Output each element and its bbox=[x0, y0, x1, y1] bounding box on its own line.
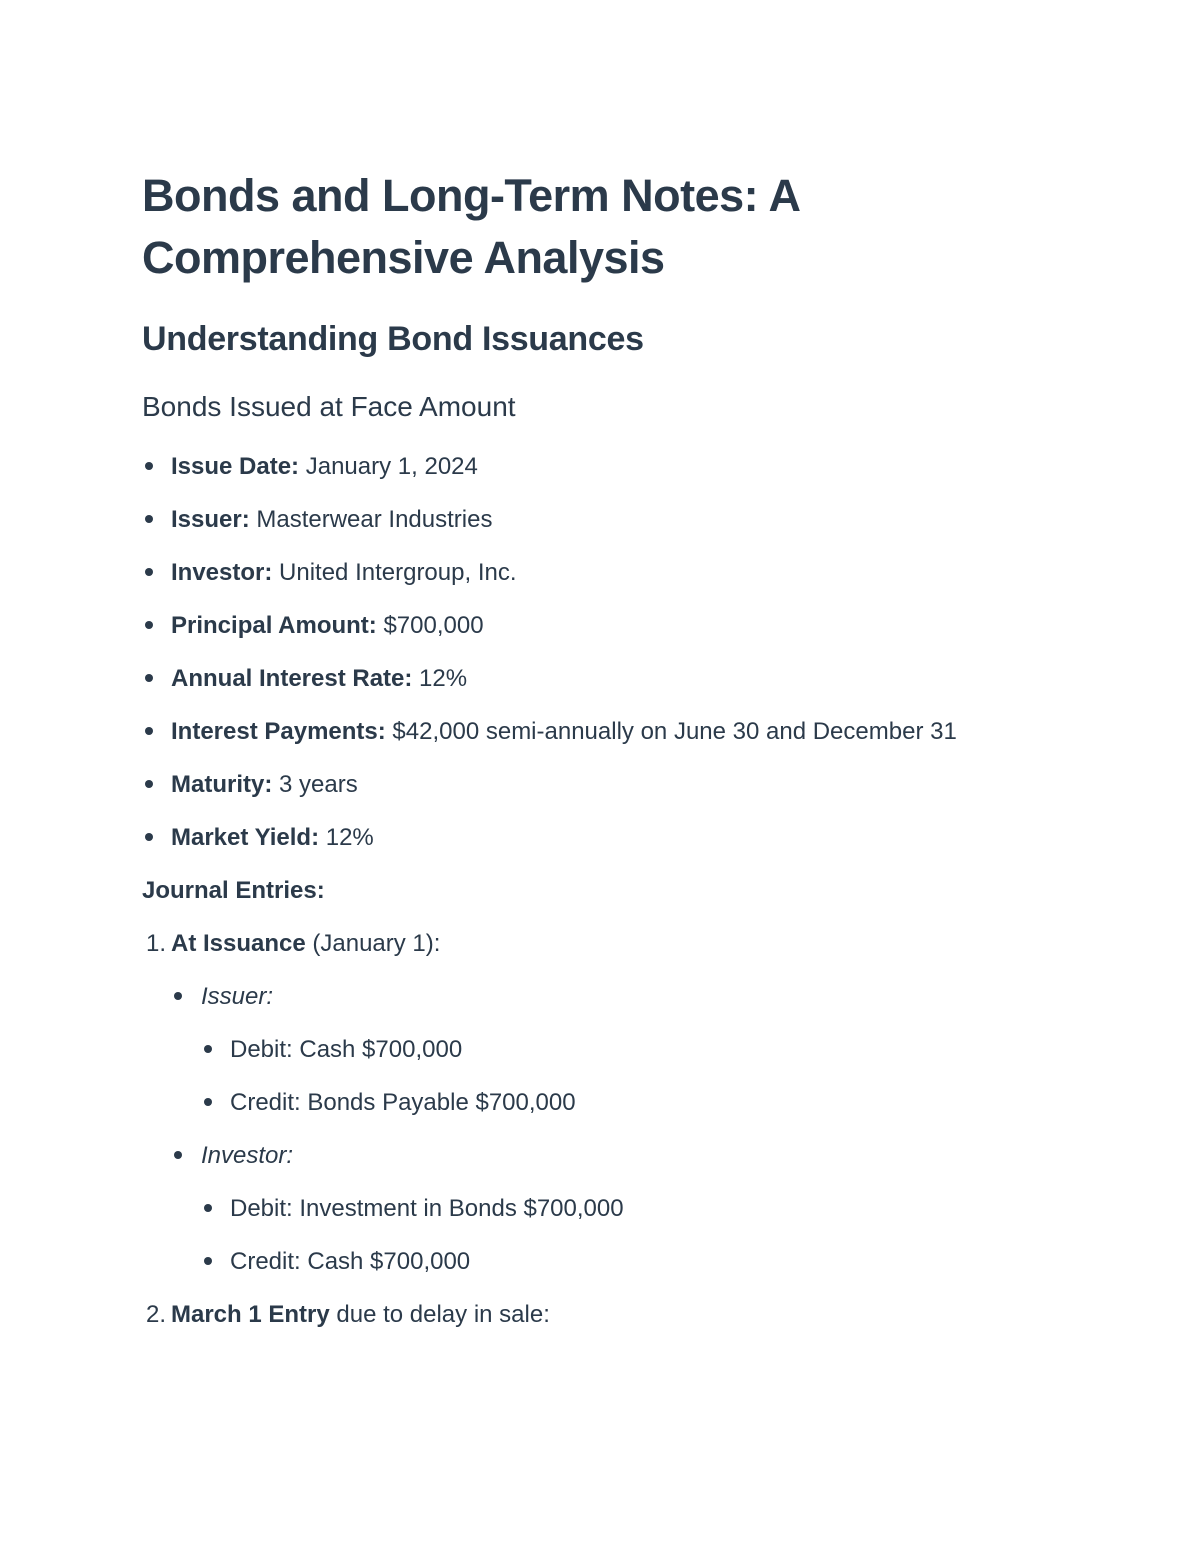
fact-value: January 1, 2024 bbox=[299, 453, 478, 480]
journal-entry bbox=[142, 924, 1062, 1281]
entry-line: Credit: Cash $700,000 bbox=[201, 1242, 1062, 1281]
entry-line: Debit: Cash $700,000 bbox=[201, 1030, 1062, 1069]
party-item bbox=[171, 977, 1062, 1122]
fact-label: Annual Interest Rate: bbox=[171, 665, 413, 692]
entry-lines bbox=[201, 1189, 1062, 1281]
bond-facts-list bbox=[142, 447, 1062, 857]
list-item bbox=[142, 500, 1062, 539]
party-list bbox=[171, 977, 1062, 1281]
entry-lines bbox=[201, 1030, 1062, 1122]
fact-label: Principal Amount: bbox=[171, 612, 377, 639]
document-page bbox=[142, 165, 1062, 1334]
entry-title: March 1 Entry bbox=[171, 1301, 330, 1328]
entry-subtitle: (January 1): bbox=[305, 930, 441, 957]
journal-entries-list bbox=[142, 924, 1062, 1334]
fact-value: $700,000 bbox=[376, 612, 484, 639]
list-item bbox=[142, 712, 1062, 751]
entry-line: Credit: Bonds Payable $700,000 bbox=[201, 1083, 1062, 1122]
list-item bbox=[142, 659, 1062, 698]
list-item bbox=[142, 447, 1062, 486]
entry-line: Debit: Investment in Bonds $700,000 bbox=[201, 1189, 1062, 1228]
entry-number: 1. bbox=[146, 930, 167, 957]
fact-label: Investor: bbox=[171, 559, 273, 586]
fact-value: Masterwear Industries bbox=[249, 506, 493, 533]
entry-number: 2. bbox=[146, 1301, 167, 1328]
fact-label: Issuer: bbox=[171, 506, 250, 533]
party-item bbox=[171, 1136, 1062, 1281]
party-name: Issuer: bbox=[201, 983, 274, 1010]
list-item bbox=[142, 765, 1062, 804]
page-title: Bonds and Long-Term Notes: A Comprehensive Analysis bbox=[142, 170, 799, 283]
party-name: Investor: bbox=[201, 1142, 294, 1169]
entry-title: At Issuance bbox=[171, 930, 306, 957]
entry-subtitle: due to delay in sale: bbox=[329, 1301, 550, 1328]
fact-label: Issue Date: bbox=[171, 453, 300, 480]
list-item bbox=[142, 818, 1062, 857]
fact-value: 12% bbox=[319, 824, 374, 851]
list-item bbox=[142, 606, 1062, 645]
fact-label: Maturity: bbox=[171, 771, 273, 798]
journal-entries-label: Journal Entries: bbox=[142, 877, 325, 904]
journal-entry bbox=[142, 1295, 1062, 1334]
fact-value: 12% bbox=[412, 665, 468, 692]
fact-label: Market Yield: bbox=[171, 824, 320, 851]
fact-value: United Intergroup, Inc. bbox=[272, 559, 517, 586]
subsection-heading: Bonds Issued at Face Amount bbox=[142, 391, 516, 422]
section-heading: Understanding Bond Issuances bbox=[142, 320, 644, 358]
fact-label: Interest Payments: bbox=[171, 718, 386, 745]
fact-value: $42,000 semi-annually on June 30 and December 31 bbox=[385, 718, 957, 745]
list-item bbox=[142, 553, 1062, 592]
fact-value: 3 years bbox=[272, 771, 358, 798]
